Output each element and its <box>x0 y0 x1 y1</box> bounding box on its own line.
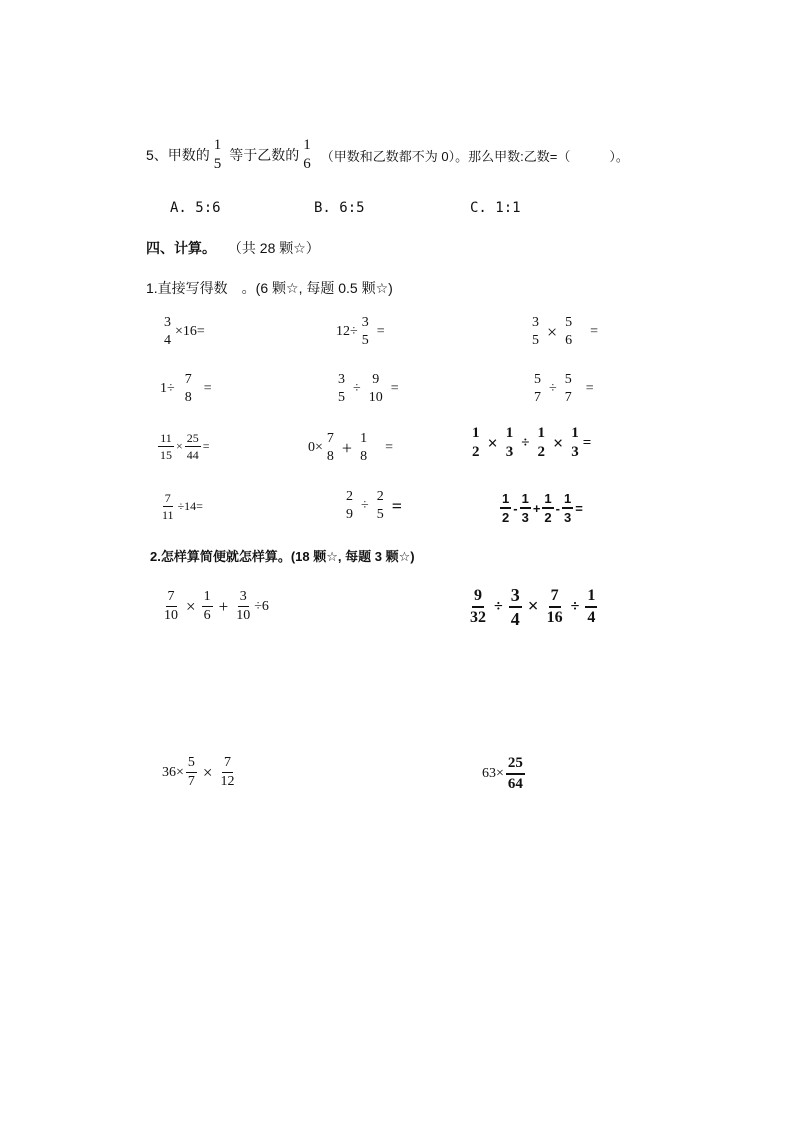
numerator: 9 <box>472 588 484 608</box>
problem-r3c1 <box>156 432 210 461</box>
problem-r3c3 <box>468 426 591 460</box>
expression-text: 63× <box>482 766 504 781</box>
equals-sign: = <box>582 434 592 451</box>
numerator: 7 <box>326 431 334 446</box>
numerator: 3 <box>238 590 249 607</box>
part-1-title: 1.直接写得数 。(6 颗☆, 每题 0.5 颗☆) <box>146 280 393 296</box>
fraction <box>336 373 347 405</box>
operator: ÷ <box>570 598 580 615</box>
denominator: 6 <box>203 608 211 623</box>
equals-sign: = <box>585 381 594 396</box>
numerator: 25 <box>186 431 199 445</box>
operator: × <box>547 321 558 342</box>
section-4-heading <box>146 238 320 258</box>
fraction <box>158 432 174 461</box>
fraction <box>530 316 541 348</box>
denominator: 5 <box>361 333 369 348</box>
problem-r4c1 <box>158 492 203 521</box>
denominator: 2 <box>537 444 545 460</box>
operator: ÷ <box>353 381 361 396</box>
fraction <box>325 432 336 464</box>
operator: ÷ <box>361 498 369 513</box>
numerator: 1 <box>585 588 597 608</box>
numerator: 7 <box>549 588 561 608</box>
expression-text: 36× <box>162 764 184 780</box>
fraction <box>360 316 371 348</box>
numerator: 1 <box>542 492 553 509</box>
q5-fraction-2 <box>301 138 313 172</box>
numerator: 5 <box>534 372 541 387</box>
operator: ÷ <box>549 381 557 396</box>
denominator: 6 <box>303 156 311 172</box>
denominator: 4 <box>164 333 171 348</box>
equals-sign: = <box>590 324 599 339</box>
expression-text: 0× <box>308 440 323 455</box>
denominator: 5 <box>338 390 345 405</box>
fraction <box>367 373 385 405</box>
operator: + <box>341 437 353 458</box>
option-b[interactable]: B. 6:5 <box>314 200 365 216</box>
denominator: 15 <box>160 448 172 462</box>
denominator: 3 <box>563 510 572 525</box>
fraction <box>375 490 386 522</box>
numerator: 3 <box>532 315 539 330</box>
numerator: 7 <box>166 590 177 607</box>
numerator: 5 <box>565 315 573 330</box>
fraction <box>219 756 237 789</box>
denominator: 2 <box>472 444 480 460</box>
problem-r2c3 <box>530 373 598 405</box>
q5-mid: 等于乙数的 <box>229 147 300 163</box>
denominator: 5 <box>532 333 539 348</box>
numerator: 3 <box>338 372 345 387</box>
operator: × <box>176 439 183 453</box>
q5-prefix: 5、甲数的 <box>146 147 210 163</box>
denominator: 3 <box>571 444 579 460</box>
question-5 <box>146 138 629 172</box>
problem-e4 <box>482 756 527 792</box>
numerator: 9 <box>372 372 380 387</box>
fraction <box>468 588 488 626</box>
fraction <box>162 590 180 623</box>
denominator: 16 <box>546 609 563 626</box>
denominator: 8 <box>184 390 192 405</box>
denominator: 7 <box>564 390 572 405</box>
numerator: 1 <box>520 492 531 509</box>
operator: × <box>202 762 213 782</box>
fraction <box>162 316 173 348</box>
operator: × <box>186 596 196 616</box>
equals-sign: = <box>202 439 210 453</box>
denominator: 7 <box>534 390 541 405</box>
denominator: 3 <box>505 444 514 460</box>
fraction <box>509 586 522 628</box>
expression-text: 1÷ <box>160 381 175 396</box>
equals-sign: = <box>203 381 212 396</box>
numerator: 7 <box>164 491 171 505</box>
numerator: 3 <box>509 586 522 608</box>
numerator: 1 <box>360 431 368 446</box>
problem-r1c1 <box>160 316 205 348</box>
denominator: 8 <box>360 449 368 464</box>
denominator: 64 <box>507 776 523 792</box>
numerator: 1 <box>202 590 213 607</box>
numerator: 1 <box>213 137 222 153</box>
section-4-note: （共 28 颗☆） <box>227 240 320 256</box>
numerator: 3 <box>361 315 369 330</box>
numerator: 1 <box>500 492 511 509</box>
numerator: 5 <box>564 372 572 387</box>
fraction <box>542 492 553 524</box>
denominator: 10 <box>236 608 251 623</box>
denominator: 3 <box>521 510 529 525</box>
equals-sign: = <box>391 495 402 516</box>
numerator: 1 <box>571 425 579 441</box>
denominator: 9 <box>346 507 353 522</box>
problem-r2c1 <box>160 373 216 405</box>
expression-text: 12÷ <box>336 324 358 339</box>
problem-r1c3 <box>528 316 602 348</box>
problem-e3 <box>162 756 239 789</box>
numerator: 1 <box>505 425 514 441</box>
numerator: 1 <box>562 492 573 509</box>
fraction <box>183 373 194 405</box>
q5-suffix: （甲数和乙数都不为 0）。那么甲数:乙数=（ ）。 <box>320 148 629 164</box>
numerator: 2 <box>346 489 353 504</box>
q5-fraction-1 <box>212 138 224 172</box>
numerator: 2 <box>376 489 384 504</box>
fraction <box>160 492 176 521</box>
fraction <box>358 432 369 464</box>
fraction <box>545 588 565 626</box>
operator: × <box>527 596 539 617</box>
numerator: 25 <box>506 756 525 775</box>
equals-sign: = <box>575 500 583 516</box>
operator: × <box>553 432 564 453</box>
operator: ÷ <box>521 434 530 451</box>
denominator: 10 <box>164 608 178 623</box>
expression-text: ÷14= <box>177 499 203 513</box>
denominator: 6 <box>565 333 573 348</box>
operator: + <box>532 500 541 516</box>
numerator: 1 <box>303 137 311 153</box>
fraction <box>563 316 574 348</box>
fraction <box>563 373 574 405</box>
problem-r2c2 <box>334 373 403 405</box>
operator: + <box>218 596 229 616</box>
problem-r1c2 <box>336 316 389 348</box>
problem-r3c2 <box>308 432 397 464</box>
equals-sign: = <box>390 381 399 396</box>
numerator: 3 <box>164 315 171 330</box>
fraction <box>186 756 197 789</box>
denominator: 8 <box>326 449 334 464</box>
problem-e2 <box>466 586 599 628</box>
operator: × <box>487 432 498 453</box>
denominator: 5 <box>376 507 384 522</box>
operator: ÷ <box>494 598 503 615</box>
denominator: 12 <box>220 774 235 789</box>
fraction <box>202 590 213 623</box>
operator: - <box>555 500 560 516</box>
fraction <box>585 588 597 626</box>
fraction <box>506 756 525 792</box>
part-2-title: 2.怎样算简便就怎样算。(18 颗☆, 每题 3 颗☆) <box>150 549 415 564</box>
expression-text: ×16= <box>175 324 205 339</box>
denominator: 10 <box>368 390 383 405</box>
option-a[interactable]: A. 5:6 <box>170 200 221 216</box>
fraction <box>562 492 573 524</box>
denominator: 2 <box>502 510 510 525</box>
numerator: 1 <box>472 425 480 441</box>
denominator: 5 <box>213 156 222 172</box>
fraction <box>532 373 543 405</box>
denominator: 7 <box>187 774 195 789</box>
fraction <box>504 426 516 460</box>
fraction <box>500 492 511 524</box>
fraction <box>520 492 531 524</box>
numerator: 7 <box>184 372 192 387</box>
problem-r4c3 <box>498 492 583 524</box>
numerator: 7 <box>222 756 233 773</box>
denominator: 4 <box>510 609 520 629</box>
equals-sign: = <box>385 440 393 455</box>
option-c[interactable]: C. 1:1 <box>470 200 521 216</box>
equals-sign: = <box>376 324 385 339</box>
problem-e1 <box>160 590 269 623</box>
denominator: 11 <box>162 508 174 522</box>
fraction <box>536 426 548 460</box>
denominator: 32 <box>470 609 486 626</box>
fraction <box>234 590 252 623</box>
denominator: 2 <box>544 510 552 525</box>
section-4-title: 四、计算。 <box>146 240 216 256</box>
fraction <box>470 426 482 460</box>
numerator: 5 <box>186 756 197 773</box>
numerator: 11 <box>160 431 172 445</box>
fraction <box>344 490 355 522</box>
problem-r4c2 <box>342 490 406 522</box>
operator: - <box>513 500 518 516</box>
fraction <box>185 432 201 461</box>
expression-text: ÷6 <box>254 598 269 614</box>
denominator: 4 <box>587 609 596 626</box>
numerator: 1 <box>537 425 545 441</box>
fraction <box>569 426 581 460</box>
denominator: 44 <box>186 448 199 462</box>
